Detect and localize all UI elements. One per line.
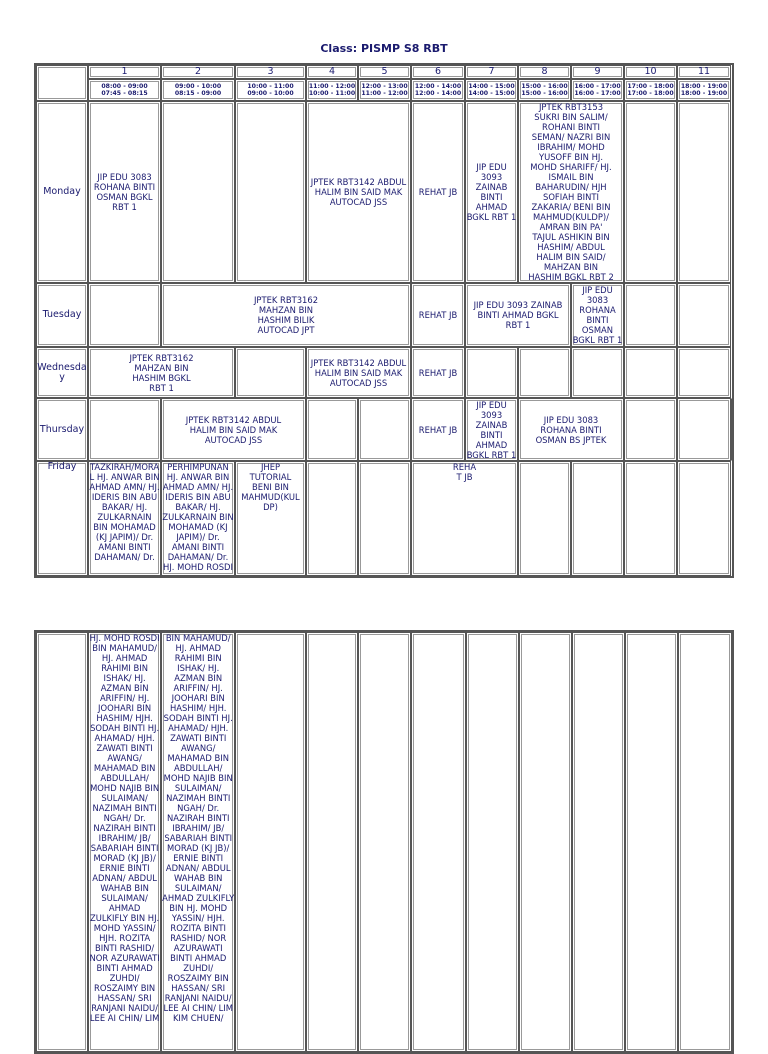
- period-time: 08:00 - 09:00 07:45 - 08:15: [88, 79, 161, 101]
- class-cell: JPTEK RBT3153 SUKRI BIN SALIM/ ROHANI BINTI SEMAN/ NAZRI BIN IBRAHIM/ MOHD YUSOFF BIN HJ. MOHD SHARIFF/ HJ. ISMAIL BIN BAHARUDIN/ HJH SOFIAH BINTI ZAKARIA/ BENI BIN MAHMUD(KULDP)/ AMRAN BIN PA' TAJUL ASHIKIN BIN HASHIM/ ABDUL HALIM BIN SAID/ MAHZAN BIN HASHIM BGKL RBT 2: [518, 101, 624, 283]
- rehat-cell: REHAT JB: [411, 461, 518, 576]
- period-time: 15:00 - 16:00 15:00 - 16:00: [518, 79, 571, 101]
- empty-cell: [625, 632, 678, 1052]
- period-time: 09:00 - 10:00 08:15 - 09:00: [161, 79, 235, 101]
- corner-cell: [36, 65, 88, 101]
- empty-cell: [36, 632, 88, 1052]
- empty-cell: [306, 398, 358, 461]
- period-number: 9: [571, 65, 624, 79]
- empty-cell: [306, 461, 358, 576]
- period-time: 11:00 - 12:00 10:00 - 11:00: [306, 79, 358, 101]
- class-cell: HJ. MOHD ROSDI BIN MAHAMUD/ HJ. AHMAD RAHIMI BIN ISHAK/ HJ. AZMAN BIN ARIFFIN/ HJ. JOOHARI BIN HASHIM/ HJH. SODAH BINTI HJ. AHAMAD/ HJH. ZAWATI BINTI AWANG/ MAHAMAD BIN ABDULLAH/ MOHD NAJIB BIN SULAIMAN/ NAZIMAH BINTI NGAH/ Dr. NAZIRAH BINTI IBRAHIM/ JB/ SABARIAH BINTI MORAD (KJ JB)/ ERNIE BINTI ADNAN/ ABDUL WAHAB BIN SULAIMAN/ AHMAD ZULKIFLY BIN HJ. MOHD YASSIN/ HJH. ROZITA BINTI RASHID/ NOR AZURAWATI BINTI AHMAD ZUHDI/ ROSZAIMY BIN HASSAN/ SRI RANJANI NAIDU/ LEE AI CHIN/ LIM: [88, 632, 161, 1052]
- rehat-cell: REHAT JB: [411, 283, 465, 347]
- empty-cell: [678, 632, 732, 1052]
- empty-cell: [161, 101, 235, 283]
- empty-cell: [519, 632, 572, 1052]
- empty-cell: [518, 461, 571, 576]
- class-cell: JHEP TUTORIAL BENI BIN MAHMUD(KULDP): [235, 461, 306, 576]
- class-cell: JPTEK RBT3142 ABDUL HALIM BIN SAID MAK AUTOCAD JSS: [161, 398, 306, 461]
- timetable: [34, 63, 734, 578]
- empty-cell: [677, 398, 731, 461]
- day-thursday: Thursday: [36, 398, 88, 461]
- class-cell: JIP EDU 3083 ROHANA BINTI OSMAN BGKL RBT 1: [572, 285, 623, 345]
- empty-cell: [88, 398, 161, 461]
- empty-cell: [235, 101, 306, 283]
- class-cell: JIP EDU 3083 ROHANA BINTI OSMAN BS JPTEK: [518, 398, 624, 461]
- rehat-cell: REHAT JB: [411, 398, 465, 461]
- empty-cell: [677, 283, 731, 347]
- class-cell: JIP EDU 3083 ROHANA BINTI OSMAN BGKL RBT 1: [88, 101, 161, 283]
- class-cell: JPTEK RBT3162 MAHZAN BIN HASHIM BILIK AUTOCAD JPT: [161, 283, 411, 347]
- class-cell: JPTEK RBT3142 ABDUL HALIM BIN SAID MAK AUTOCAD JSS: [306, 101, 411, 283]
- rehat-cell: REHAT JB: [411, 101, 465, 283]
- period-time: 10:00 - 11:00 09:00 - 10:00: [235, 79, 306, 101]
- period-number: 8: [518, 65, 571, 79]
- class-cell: JIP EDU 3093 ZAINAB BINTI AHMAD BGKL RBT 1: [465, 101, 518, 283]
- empty-cell: [358, 461, 411, 576]
- class-cell: JIP EDU 3093 ZAINAB BINTI AHMAD BGKL RBT 1: [465, 283, 571, 347]
- empty-cell: [358, 398, 411, 461]
- empty-cell: [358, 632, 411, 1052]
- period-time: 18:00 - 19:00 18:00 - 19:00: [677, 79, 731, 101]
- period-number: 1: [88, 65, 161, 79]
- empty-cell: [571, 461, 624, 576]
- period-number: 3: [235, 65, 306, 79]
- empty-cell: [465, 347, 518, 398]
- period-number: 11: [677, 65, 731, 79]
- period-number: 2: [161, 65, 235, 79]
- day-tuesday: Tuesday: [36, 283, 88, 347]
- period-time: 16:00 - 17:00 16:00 - 17:00: [571, 79, 624, 101]
- period-number: 7: [465, 65, 518, 79]
- empty-cell: [624, 283, 677, 347]
- empty-cell: [624, 101, 677, 283]
- day-friday: Friday: [36, 461, 88, 576]
- empty-cell: [677, 461, 731, 576]
- period-number: 5: [358, 65, 411, 79]
- rehat-cell: REHAT JB: [411, 347, 465, 398]
- page-title: Class: PISMP S8 RBT: [320, 42, 448, 55]
- empty-cell: [235, 632, 306, 1052]
- period-time: 14:00 - 15:00 14:00 - 15:00: [465, 79, 518, 101]
- class-cell: JPTEK RBT3162 MAHZAN BIN HASHIM BGKL RBT 1: [88, 347, 235, 398]
- empty-cell: [624, 398, 677, 461]
- period-time: 12:00 - 14:00 12:00 - 14:00: [411, 79, 465, 101]
- period-number: 10: [624, 65, 677, 79]
- class-cell: BIN MAHAMUD/ HJ. AHMAD RAHIMI BIN ISHAK/ HJ. AZMAN BIN ARIFFIN/ HJ. JOOHARI BIN HASHIM/ HJH. SODAH BINTI HJ. AHAMAD/ HJH. ZAWATI BINTI AWANG/ MAHAMAD BIN ABDULLAH/ MOHD NAJIB BIN SULAIMAN/ NAZIMAH BINTI NGAH/ Dr. NAZIRAH BINTI IBRAHIM/ JB/ SABARIAH BINTI MORAD (KJ JB)/ ERNIE BINTI ADNAN/ ABDUL WAHAB BIN SULAIMAN/ AHMAD ZULKIFLY BIN HJ. MOHD YASSIN/ HJH. ROZITA BINTI RASHID/ NOR AZURAWATI BINTI AHMAD ZUHDI/ ROSZAIMY BIN HASSAN/ SRI RANJANI NAIDU/ LEE AI CHIN/ LIM KIM CHUEN/: [161, 632, 235, 1052]
- period-time: 12:00 - 13:00 11:00 - 12:00: [358, 79, 411, 101]
- empty-cell: [624, 347, 677, 398]
- period-number: 4: [306, 65, 358, 79]
- class-cell: PERHIMPUNAN HJ. ANWAR BIN AHMAD AMN/ HJ. IDERIS BIN ABU BAKAR/ HJ. ZULKARNAIN BIN MOHAMAD (KJ JAPIM)/ Dr. AMANI BINTI DAHAMAN/ Dr. HJ. MOHD ROSDI: [161, 461, 235, 576]
- empty-cell: [411, 632, 465, 1052]
- empty-cell: [88, 283, 161, 347]
- empty-cell: [466, 632, 519, 1052]
- empty-cell: [624, 461, 677, 576]
- empty-cell: [518, 347, 571, 398]
- empty-cell: [571, 347, 624, 398]
- day-monday: Monday: [36, 101, 88, 283]
- class-cell: JPTEK RBT3142 ABDUL HALIM BIN SAID MAK AUTOCAD JSS: [306, 347, 411, 398]
- day-wednesday: Wednesday: [36, 347, 88, 398]
- empty-cell: [731, 398, 732, 461]
- class-cell: JIP EDU 3093 ZAINAB BINTI AHMAD BGKL RBT 1: [466, 399, 517, 460]
- empty-cell: [677, 347, 731, 398]
- empty-cell: [572, 632, 625, 1052]
- empty-cell: [677, 101, 731, 283]
- empty-cell: [235, 347, 306, 398]
- period-time: 17:00 - 18:00 17:00 - 18:00: [624, 79, 677, 101]
- empty-cell: [306, 632, 358, 1052]
- class-cell: TAZKIRAH/MORAL HJ. ANWAR BIN AHMAD AMN/ HJ. IDERIS BIN ABU BAKAR/ HJ. ZULKARNAIN BIN MOHAMAD (KJ JAPIM)/ Dr. AMANI BINTI DAHAMAN/ Dr.: [88, 461, 161, 576]
- period-number: 6: [411, 65, 465, 79]
- timetable-continued: [34, 630, 734, 1054]
